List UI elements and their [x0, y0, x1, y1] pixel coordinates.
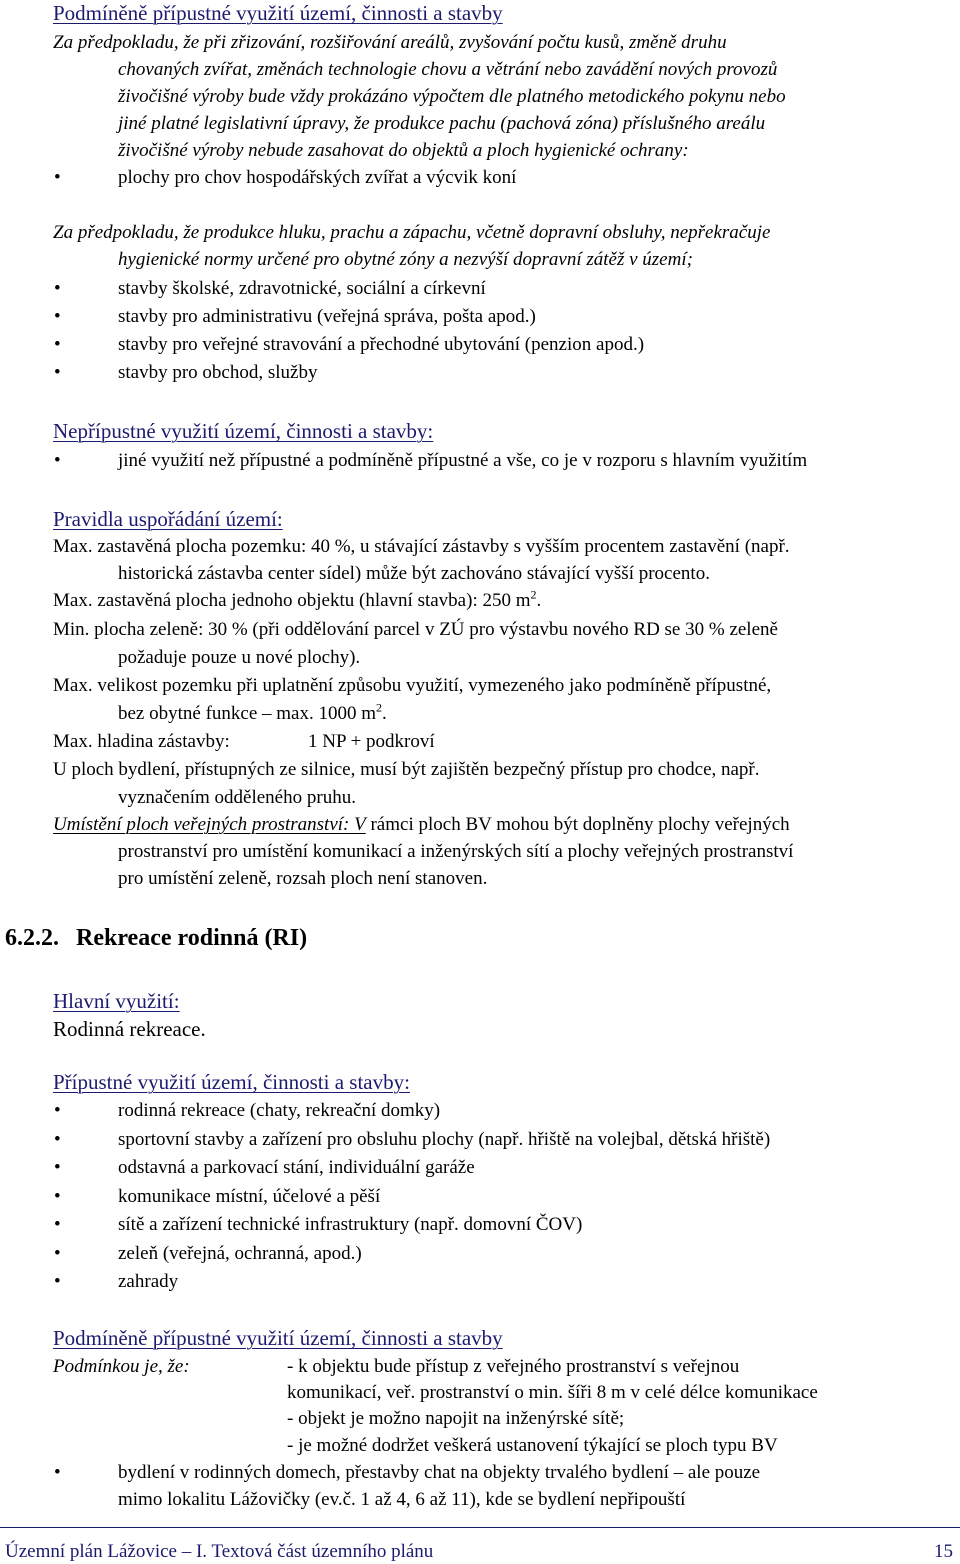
- bullet-icon: •: [54, 1186, 61, 1207]
- rule-line: bez obytné funkce – max. 1000 $m^2$.: [118, 700, 387, 724]
- list-item: stavby pro veřejné stravování a přechodné ubytování (penzion apod.): [118, 334, 645, 355]
- intro-line-1: Za předpokladu, že při zřizování, rozšiřování areálů, zvyšování počtu kusů, změně druhu: [53, 32, 727, 53]
- rule-line: Umístění ploch veřejných prostranství: V rámci ploch BV mohou být doplněny plochy veřejných: [53, 814, 790, 835]
- list-item: stavby školské, zdravotnické, sociální a církevní: [118, 278, 486, 299]
- list-item: bydlení v rodinných domech, přestavby chat na objekty trvalého bydlení – ale pouze: [118, 1462, 761, 1483]
- list-item: odstavná a parkovací stání, individuální garáže: [118, 1157, 475, 1178]
- bullet-icon: •: [54, 450, 61, 471]
- bullet-icon: •: [54, 278, 61, 299]
- bullet-icon: •: [54, 1214, 61, 1235]
- footer-title: Územní plán Lážovice – I. Textová část územního plánu: [5, 1541, 434, 1562]
- condition-line: komunikací, veř. prostranství o min. šíři 8 m v celé délce komunikace: [287, 1382, 818, 1403]
- list-item: stavby pro administrativu (veřejná správa, pošta apod.): [118, 306, 536, 327]
- page-number: 15: [934, 1541, 953, 1562]
- list-item: komunikace místní, účelové a pěší: [118, 1186, 381, 1207]
- condition-label: Podmínkou je, že:: [53, 1356, 190, 1377]
- main-use-heading: Hlavní využití:: [53, 989, 180, 1013]
- conditional-heading-2: Podmíněně přípustné využití území, činnosti a stavby: [53, 1326, 503, 1350]
- rule-line: historická zástavba center sídel) může být zachováno stávající vyšší procento.: [118, 563, 710, 584]
- condition-line: - objekt je možno napojit na inženýrské sítě;: [287, 1408, 625, 1429]
- list-item: jiné využití než přípustné a podmíněně přípustné a vše, co je v rozporu s hlavním využitím: [118, 450, 808, 471]
- rule-line: požaduje pouze u nové plochy).: [118, 647, 361, 668]
- conditional-heading-1: Podmíněně přípustné využití území, činnosti a stavby: [53, 1, 503, 25]
- condition-line: - k objektu bude přístup z veřejného prostranství s veřejnou: [287, 1356, 740, 1377]
- prohibited-heading: Nepřípustné využití území, činnosti a stavby:: [53, 419, 434, 443]
- condition-line: - je možné dodržet veškerá ustanovení týkající se ploch typu BV: [287, 1435, 778, 1456]
- rule-line: Max. zastavěná plocha pozemku: 40 %, u stávající zástavby s vyšším procentem zastavění (např.: [53, 536, 790, 557]
- rule-line: Min. plocha zeleně: 30 % (při oddělování parcel v ZÚ pro výstavbu nového RD se 30 % zeleně: [53, 619, 778, 640]
- intro-line-3: živočišné výroby bude vždy prokázáno výpočtem dle platného metodického pokynu nebo: [118, 86, 786, 107]
- intro2-line-2: hygienické normy určené pro obytné zóny a nezvýší dopravní zátěž v území;: [118, 249, 693, 270]
- intro-line-2: chovaných zvířat, změnách technologie chovu a větrání nebo zavádění nových provozů: [118, 59, 778, 80]
- bullet-icon: •: [54, 1129, 61, 1150]
- bullet-icon: •: [54, 167, 61, 188]
- rule-line: U ploch bydlení, přístupných ze silnice, musí být zajištěn bezpečný přístup pro chodce, např.: [53, 759, 760, 780]
- list-item: sítě a zařízení technické infrastruktury (např. domovní ČOV): [118, 1214, 583, 1235]
- bullet-icon: •: [54, 1157, 61, 1178]
- list-item: stavby pro obchod, služby: [118, 362, 318, 383]
- rule-line: Max. velikost pozemku při uplatnění způsobu využití, vymezeného jako podmíněně přípustné,: [53, 675, 772, 696]
- list-item: zahrady: [118, 1271, 179, 1292]
- bullet-icon: •: [54, 1462, 61, 1483]
- list-item: rodinná rekreace (chaty, rekreační domky): [118, 1100, 441, 1121]
- bullet-icon: •: [54, 1100, 61, 1121]
- allowed-heading: Přípustné využití území, činnosti a stavby:: [53, 1070, 410, 1094]
- list-item: sportovní stavby a zařízení pro obsluhu plochy (např. hřiště na volejbal, dětská hřiště): [118, 1129, 771, 1150]
- bullet-icon: •: [54, 334, 61, 355]
- intro2-line-1: Za předpokladu, že produkce hluku, prachu a zápachu, včetně dopravní obsluhy, nepřekračuje: [53, 222, 771, 243]
- bullet-icon: •: [54, 306, 61, 327]
- bullet-icon: •: [54, 362, 61, 383]
- rule-line: vyznačením odděleného pruhu.: [118, 787, 356, 808]
- footer-divider: [0, 1527, 960, 1528]
- intro-line-4: jiné platné legislativní úpravy, že produkce pachu (pachová zóna) příslušného areálu: [118, 113, 766, 134]
- list-item: plochy pro chov hospodářských zvířat a výcvik koní: [118, 167, 517, 188]
- rule-line: Max. hladina zástavby:: [53, 731, 230, 752]
- rule-line: prostranství pro umístění komunikací a inženýrských sítí a plochy veřejných prostranství: [118, 841, 794, 862]
- intro-line-5: živočišné výroby nebude zasahovat do objektů a ploch hygienické ochrany:: [118, 140, 689, 161]
- section-title: Rekreace rodinná (RI): [76, 925, 308, 951]
- rule-line: pro umístění zeleně, rozsah ploch není stanoven.: [118, 868, 488, 889]
- list-item-continued: mimo lokalitu Lážovičky (ev.č. 1 až 4, 6 až 11), kde se bydlení nepřipouští: [118, 1489, 686, 1510]
- main-use-text: Rodinná rekreace.: [53, 1017, 206, 1041]
- section-number: 6.2.2.: [5, 925, 59, 951]
- list-item: zeleň (veřejná, ochranná, apod.): [118, 1243, 362, 1264]
- bullet-icon: •: [54, 1271, 61, 1292]
- bullet-icon: •: [54, 1243, 61, 1264]
- rule-line: Max. zastavěná plocha jednoho objektu (hlavní stavba): 250 $m^2$.: [53, 587, 542, 611]
- rules-heading: Pravidla uspořádání území:: [53, 507, 283, 531]
- rule-value: 1 NP + podkroví: [308, 731, 435, 752]
